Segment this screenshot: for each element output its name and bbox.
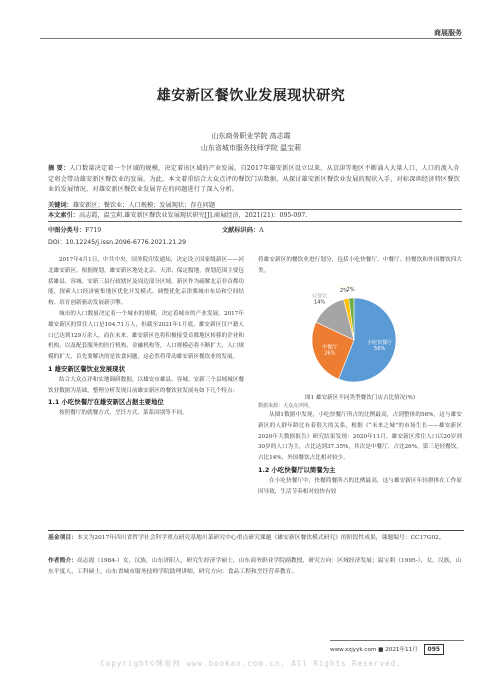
pie-chart	[258, 286, 462, 388]
pie-label-0: 小吃快餐厅	[367, 339, 393, 346]
author-bio-text: 高志霞（1984-）女，汉族，山东济阳人，研究生经济学硕士，山东商务职业学院副教授，研究方向：区域经济发展；温宝莉（1995-），女，汉族，山东平度人，工科硕士，山东省城市服务技师学院助理讲师，研究方向：食品工程和烹饪营养教育。	[48, 558, 462, 575]
section-heading-1-1: 1.1 小吃快餐厅在雄安新区占据主要地位	[48, 398, 164, 407]
fund-footnote	[48, 533, 462, 544]
abstract-label: 摘 要：	[48, 165, 70, 172]
paragraph: 在小吃快餐厅中，快餐简餐所占的比例最高，这与雄安新区年轻群体在工作原因导致，生活节奏相对较快有较	[258, 477, 462, 495]
header-divider	[40, 38, 462, 39]
citation-text: 高志霞，温宝莉.雄安新区餐饮业发展现状研究[J].商展经济，2021(21)：095-097.	[78, 212, 308, 219]
body-right-column-top	[258, 255, 462, 277]
paragraph: 从图1数据中发现，小吃快餐厅所占的比例最高，占到整体的56%，这与雄安新区的人群年龄比有着很大的关系，根据《“未来之城”的市场生长——雄安新区2020年大数据报告》研究结果发现：2020年11月，雄安新区常住人口以20岁到30岁的人口为主，占比达到37.35%，其次是中餐厅，占比26%，第三是轻餐饮，占比14%，外国餐饮占比相对较少。	[258, 412, 462, 462]
footnote-divider	[48, 530, 464, 531]
author-footnote	[48, 556, 462, 577]
page-number: 095	[424, 644, 445, 655]
pie-value-label-3: 2%	[339, 287, 348, 294]
clc-label: 中图分类号：	[48, 227, 86, 234]
pie-value-label-2: 14%	[314, 299, 326, 306]
paragraph: 将雄安新区的餐饮业进行划分，包括小吃快餐厅、中餐厅、轻餐饮和外国餐饮四大类。	[258, 257, 462, 274]
pie-value-label-4: 2%	[346, 287, 355, 294]
body-right-column-bottom	[258, 410, 462, 497]
author-line-2: 山东省城市服务技师学院 温宝莉	[200, 144, 302, 152]
pie-value-label-0: 56%	[374, 345, 386, 352]
fund-text: 本文为2017年四川省哲学社会科学重点研究基地川菜研究中心重点研究课题《雄安新区餐饮模式研究》的阶段性成果，课题编号：CC17G02。	[77, 535, 445, 541]
keywords	[48, 200, 462, 209]
figure-caption: 图1 雄安新区不同类型餐饮门店占比情况(%)	[304, 395, 416, 401]
copyright-watermark: Copyright©博看网 www.bookan.com.cn. All Rights Reserved.	[100, 659, 402, 668]
paragraph: 2017年4月1日，中共中央、国务院印发通知，决定设立国家级新区——河北雄安新区。根据规划，雄安新区地处北京、天津、保定腹地，规划范围主要包括雄县、容城、安新三县行政辖区及周边部分区域。新区作为疏解北京非首都功能、探索人口经济密集地区优化开发模式、调整优化京津冀城市布局和空间结构、培育创新驱动发展新引擎。	[48, 257, 244, 307]
keywords-text: 雄安新区；餐饮业；人口规模；发展现状；存在问题	[72, 202, 216, 209]
pie-label-1: 中餐厅	[322, 344, 338, 351]
figure-source: 数据来源：大众点评网。	[258, 403, 314, 409]
section-header: 商展服务	[434, 29, 462, 37]
fund-label: 基金项目：	[48, 535, 77, 541]
abstract-text: 人口数量决定着一个区域的规模，决定着该区域的产业发展。自2017年雄安新区设立以来，从京津等地区不断涌入大量人口，人口的流入肯定将会带动雄安新区餐饮业的发展。为此，本文着重结合大众点评的餐饮门店数据，从探讨雄安新区餐饮业发展的现状入手，对标深圳经济特区餐饮业的发展情况，对雄安新区餐饮业发展存在的问题进行了深入分析。	[48, 165, 460, 193]
author-line-1: 山东商务职业学院 高志霞	[211, 132, 291, 140]
footer-divider	[330, 640, 464, 641]
citation-label: 本文索引：	[48, 212, 79, 219]
pie-value-label-1: 26%	[324, 350, 336, 357]
pie-label-2: 轻餐饮	[312, 293, 328, 300]
doc-code-value: A	[259, 227, 264, 234]
clc-value: F719	[85, 227, 102, 234]
paragraph: 结合大众点评和实地调研数据，以雄安市雄县、容城、安新三个县域城区餐饮业数据为基础，整理分析发现目前雄安新区的餐饮业发展有如下几个特点：	[48, 376, 244, 394]
paragraph: 城市的人口数量决定着一个城市的规模，决定着城市的产业发展。2017年雄安新区的常住人口是104.71万人，但截至2021年1月底，雄安新区仅户籍人口已达到129万余人，而在未来，雄安新区也将积极接受首都地区转移的企业和机构，以及配套服务的医疗机构、金融机构等，人口规模必将不断扩大，人口规模的扩大，首先要解决的是饮食问题，这必然将带动雄安新区餐饮业的发展。	[48, 310, 244, 361]
citation-rule	[48, 221, 462, 222]
abstract	[48, 164, 462, 196]
paragraph: 按照餐厅的就餐方式、烹饪方式、菜系国别等不同，	[59, 410, 188, 417]
doc-code-label: 文献标识码：	[222, 227, 260, 234]
section-heading-1-2: 1.2 小吃快餐厅以简餐为主	[258, 465, 336, 474]
author-bio-label: 作者简介：	[48, 558, 77, 564]
citation	[48, 210, 462, 219]
document-code	[222, 225, 264, 234]
section-heading-1: 1 雄安新区餐饮业发展现状	[48, 364, 125, 373]
page-footer	[330, 644, 444, 655]
pie-chart-svg	[258, 286, 462, 388]
footer-site: www.xzjyyk.com ■ 2021年11月	[330, 647, 418, 653]
clc-number	[48, 225, 101, 234]
keywords-label: 关键词：	[48, 202, 73, 209]
body-left-column	[48, 255, 244, 419]
doi: DOI：10.12245/j.issn.2096-6776.2021.21.29	[48, 239, 187, 246]
article-title: 雄安新区餐饮业发展现状研究	[156, 88, 346, 104]
